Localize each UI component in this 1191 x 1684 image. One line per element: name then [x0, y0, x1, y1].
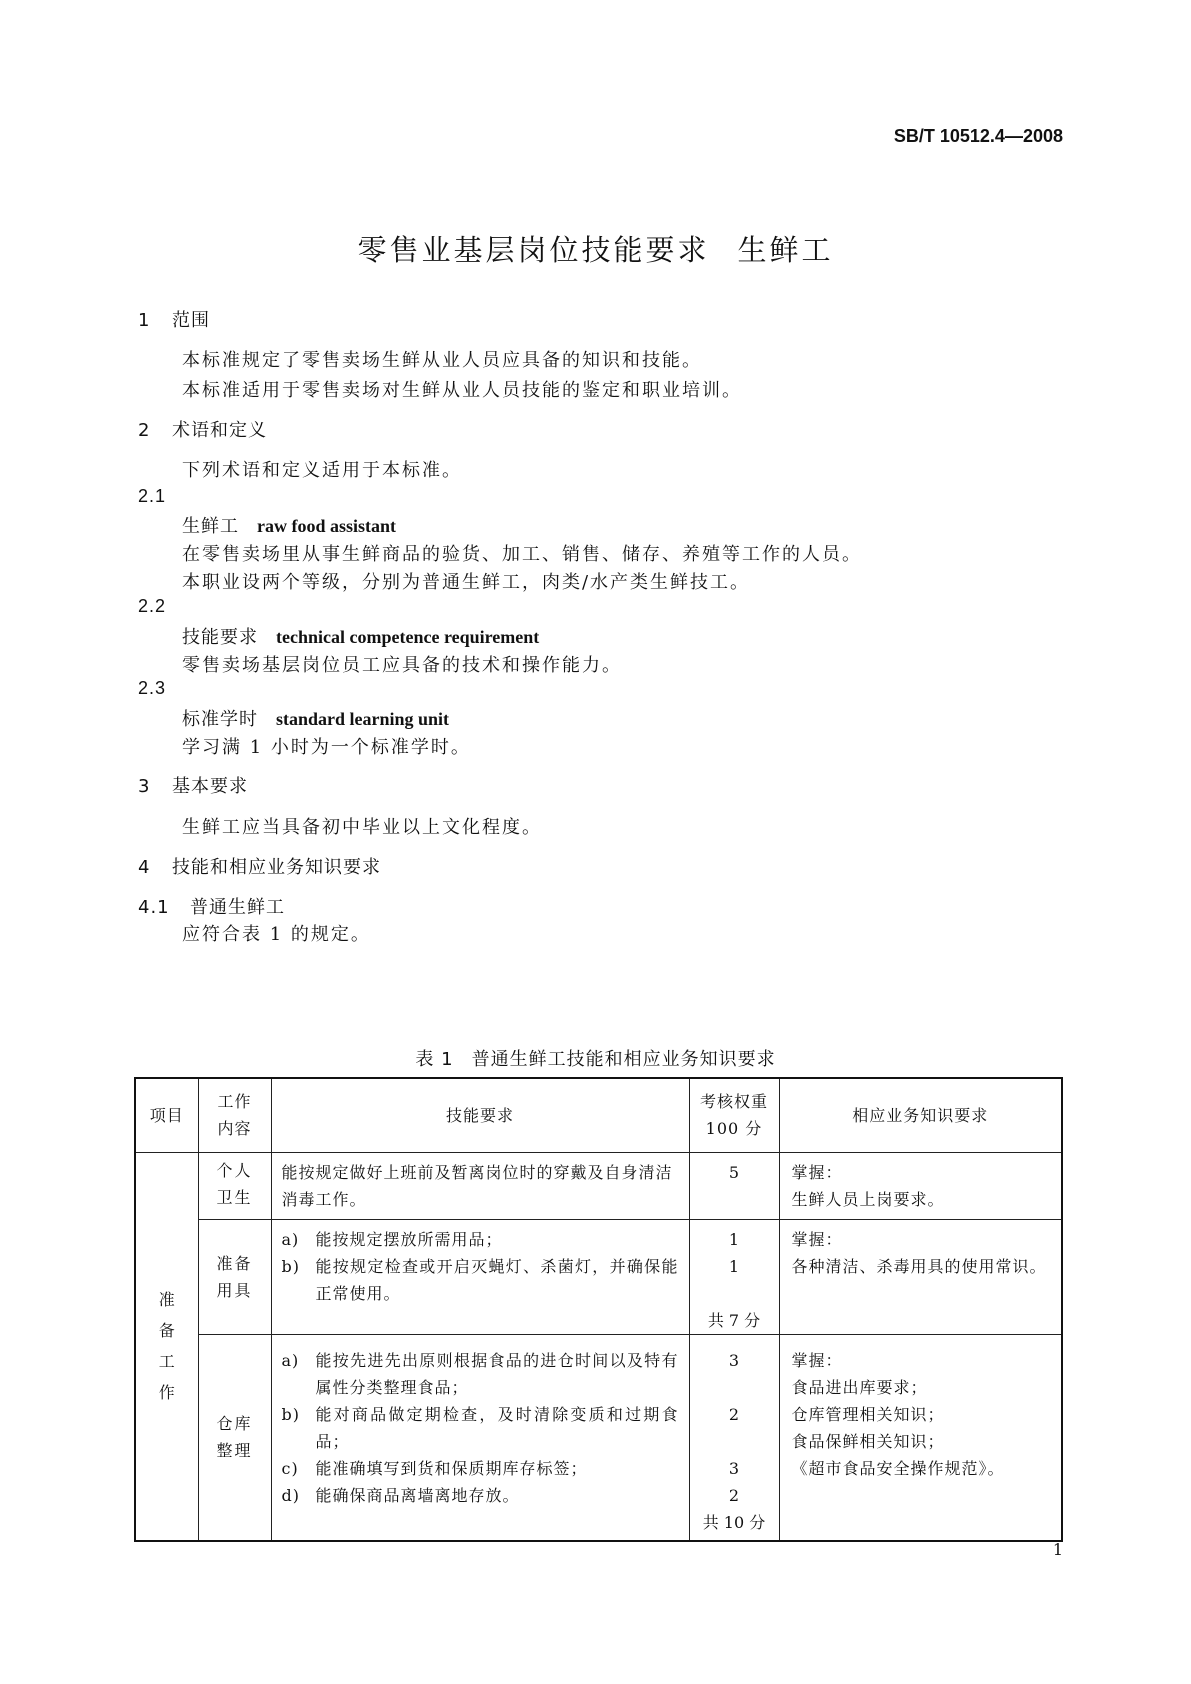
term-2-2-definition: 零售卖场基层岗位员工应具备的技术和操作能力。	[182, 655, 622, 676]
section-4-heading: 4 技能和相应业务知识要求	[138, 857, 381, 878]
work-cell: 准备用具	[198, 1219, 271, 1334]
term-2-2: 技能要求 technical competence requirement	[182, 627, 540, 648]
clause-2-1-number: 2.1	[138, 486, 167, 506]
requirements-table	[134, 1077, 1063, 1542]
header-weight: 考核权重 100 分	[689, 1078, 779, 1152]
header-skills: 技能要求	[271, 1078, 689, 1152]
term-2-3: 标准学时 standard learning unit	[182, 709, 450, 730]
skills-cell	[271, 1334, 689, 1541]
skill-item: b) 能对商品做定期检查，及时清除变质和过期食品；	[281, 1404, 679, 1451]
standard-code: SB/T 10512.4—2008	[893, 126, 1063, 146]
score-cell: 5	[689, 1152, 779, 1219]
section-1-paragraph-2: 本标准适用于零售卖场对生鲜从业人员技能的鉴定和职业培训。	[182, 380, 742, 401]
clause-2-3-number: 2.3	[138, 678, 167, 698]
skill-item: b) 能按规定检查或开启灭蝇灯、杀菌灯，并确保能正常使用。	[281, 1256, 679, 1303]
skill-item: c) 能准确填写到货和保质期库存标签；	[281, 1458, 588, 1478]
header-knowledge: 相应业务知识要求	[779, 1078, 1062, 1152]
section-1-heading: 1 范围	[138, 310, 210, 331]
score-cell: 1 1 共 7 分	[689, 1219, 779, 1334]
project-cell: 准备工作	[135, 1152, 198, 1541]
score-total: 共 7 分	[707, 1310, 761, 1330]
term-2-3-definition: 学习满 1 小时为一个标准学时。	[182, 737, 471, 758]
skill-item: a) 能按规定摆放所需用品；	[281, 1229, 503, 1249]
section-4-1-text: 应符合表 1 的规定。	[182, 924, 371, 945]
term-2-1-definition-1: 在零售卖场里从事生鲜商品的验货、加工、销售、储存、养殖等工作的人员。	[182, 544, 862, 565]
title-sub: 生鲜工	[737, 233, 834, 267]
section-1-paragraph-1: 本标准规定了零售卖场生鲜从业人员应具备的知识和技能。	[182, 350, 702, 371]
score-total: 共 10 分	[702, 1512, 766, 1532]
header-project: 项目	[135, 1078, 198, 1152]
header-work: 工作内容	[198, 1078, 271, 1152]
skills-cell: 能按规定做好上班前及暂离岗位时的穿戴及自身清洁消毒工作。	[271, 1152, 689, 1219]
section-3-paragraph: 生鲜工应当具备初中毕业以上文化程度。	[182, 817, 542, 838]
table-1-caption: 表 1 普通生鲜工技能和相应业务知识要求	[415, 1049, 776, 1070]
section-2-heading: 2 术语和定义	[138, 420, 267, 441]
section-3-heading: 3 基本要求	[138, 776, 248, 797]
section-2-intro: 下列术语和定义适用于本标准。	[182, 460, 462, 481]
section-4-1-heading: 4.1 普通生鲜工	[138, 897, 285, 918]
skills-cell	[271, 1219, 689, 1334]
document-title	[0, 228, 1191, 269]
table-header-row	[135, 1078, 1062, 1152]
skill-item: d) 能确保商品离墙离地存放。	[281, 1485, 520, 1505]
table-row	[135, 1152, 1062, 1219]
title-main: 零售业基层岗位技能要求	[357, 233, 710, 267]
knowledge-cell: 掌握： 各种清洁、杀毒用具的使用常识。	[779, 1219, 1062, 1334]
work-cell: 仓库整理	[198, 1334, 271, 1541]
term-2-1-definition-2: 本职业设两个等级，分别为普通生鲜工，肉类/水产类生鲜技工。	[182, 572, 751, 593]
table-row	[135, 1334, 1062, 1541]
score-cell: 3 2 3 2 共 10 分	[689, 1334, 779, 1541]
term-2-1: 生鲜工 raw food assistant	[182, 516, 397, 537]
knowledge-cell: 掌握： 食品进出库要求； 仓库管理相关知识； 食品保鲜相关知识； 《超市食品安全操作规范》。	[779, 1334, 1062, 1541]
table-row	[135, 1219, 1062, 1334]
knowledge-cell: 掌握： 生鲜人员上岗要求。	[779, 1152, 1062, 1219]
work-cell: 个人卫生	[198, 1152, 271, 1219]
skill-item: a) 能按先进先出原则根据食品的进仓时间以及特有属性分类整理食品；	[281, 1350, 679, 1397]
page-number: 1	[1052, 1540, 1063, 1559]
clause-2-2-number: 2.2	[138, 596, 167, 616]
